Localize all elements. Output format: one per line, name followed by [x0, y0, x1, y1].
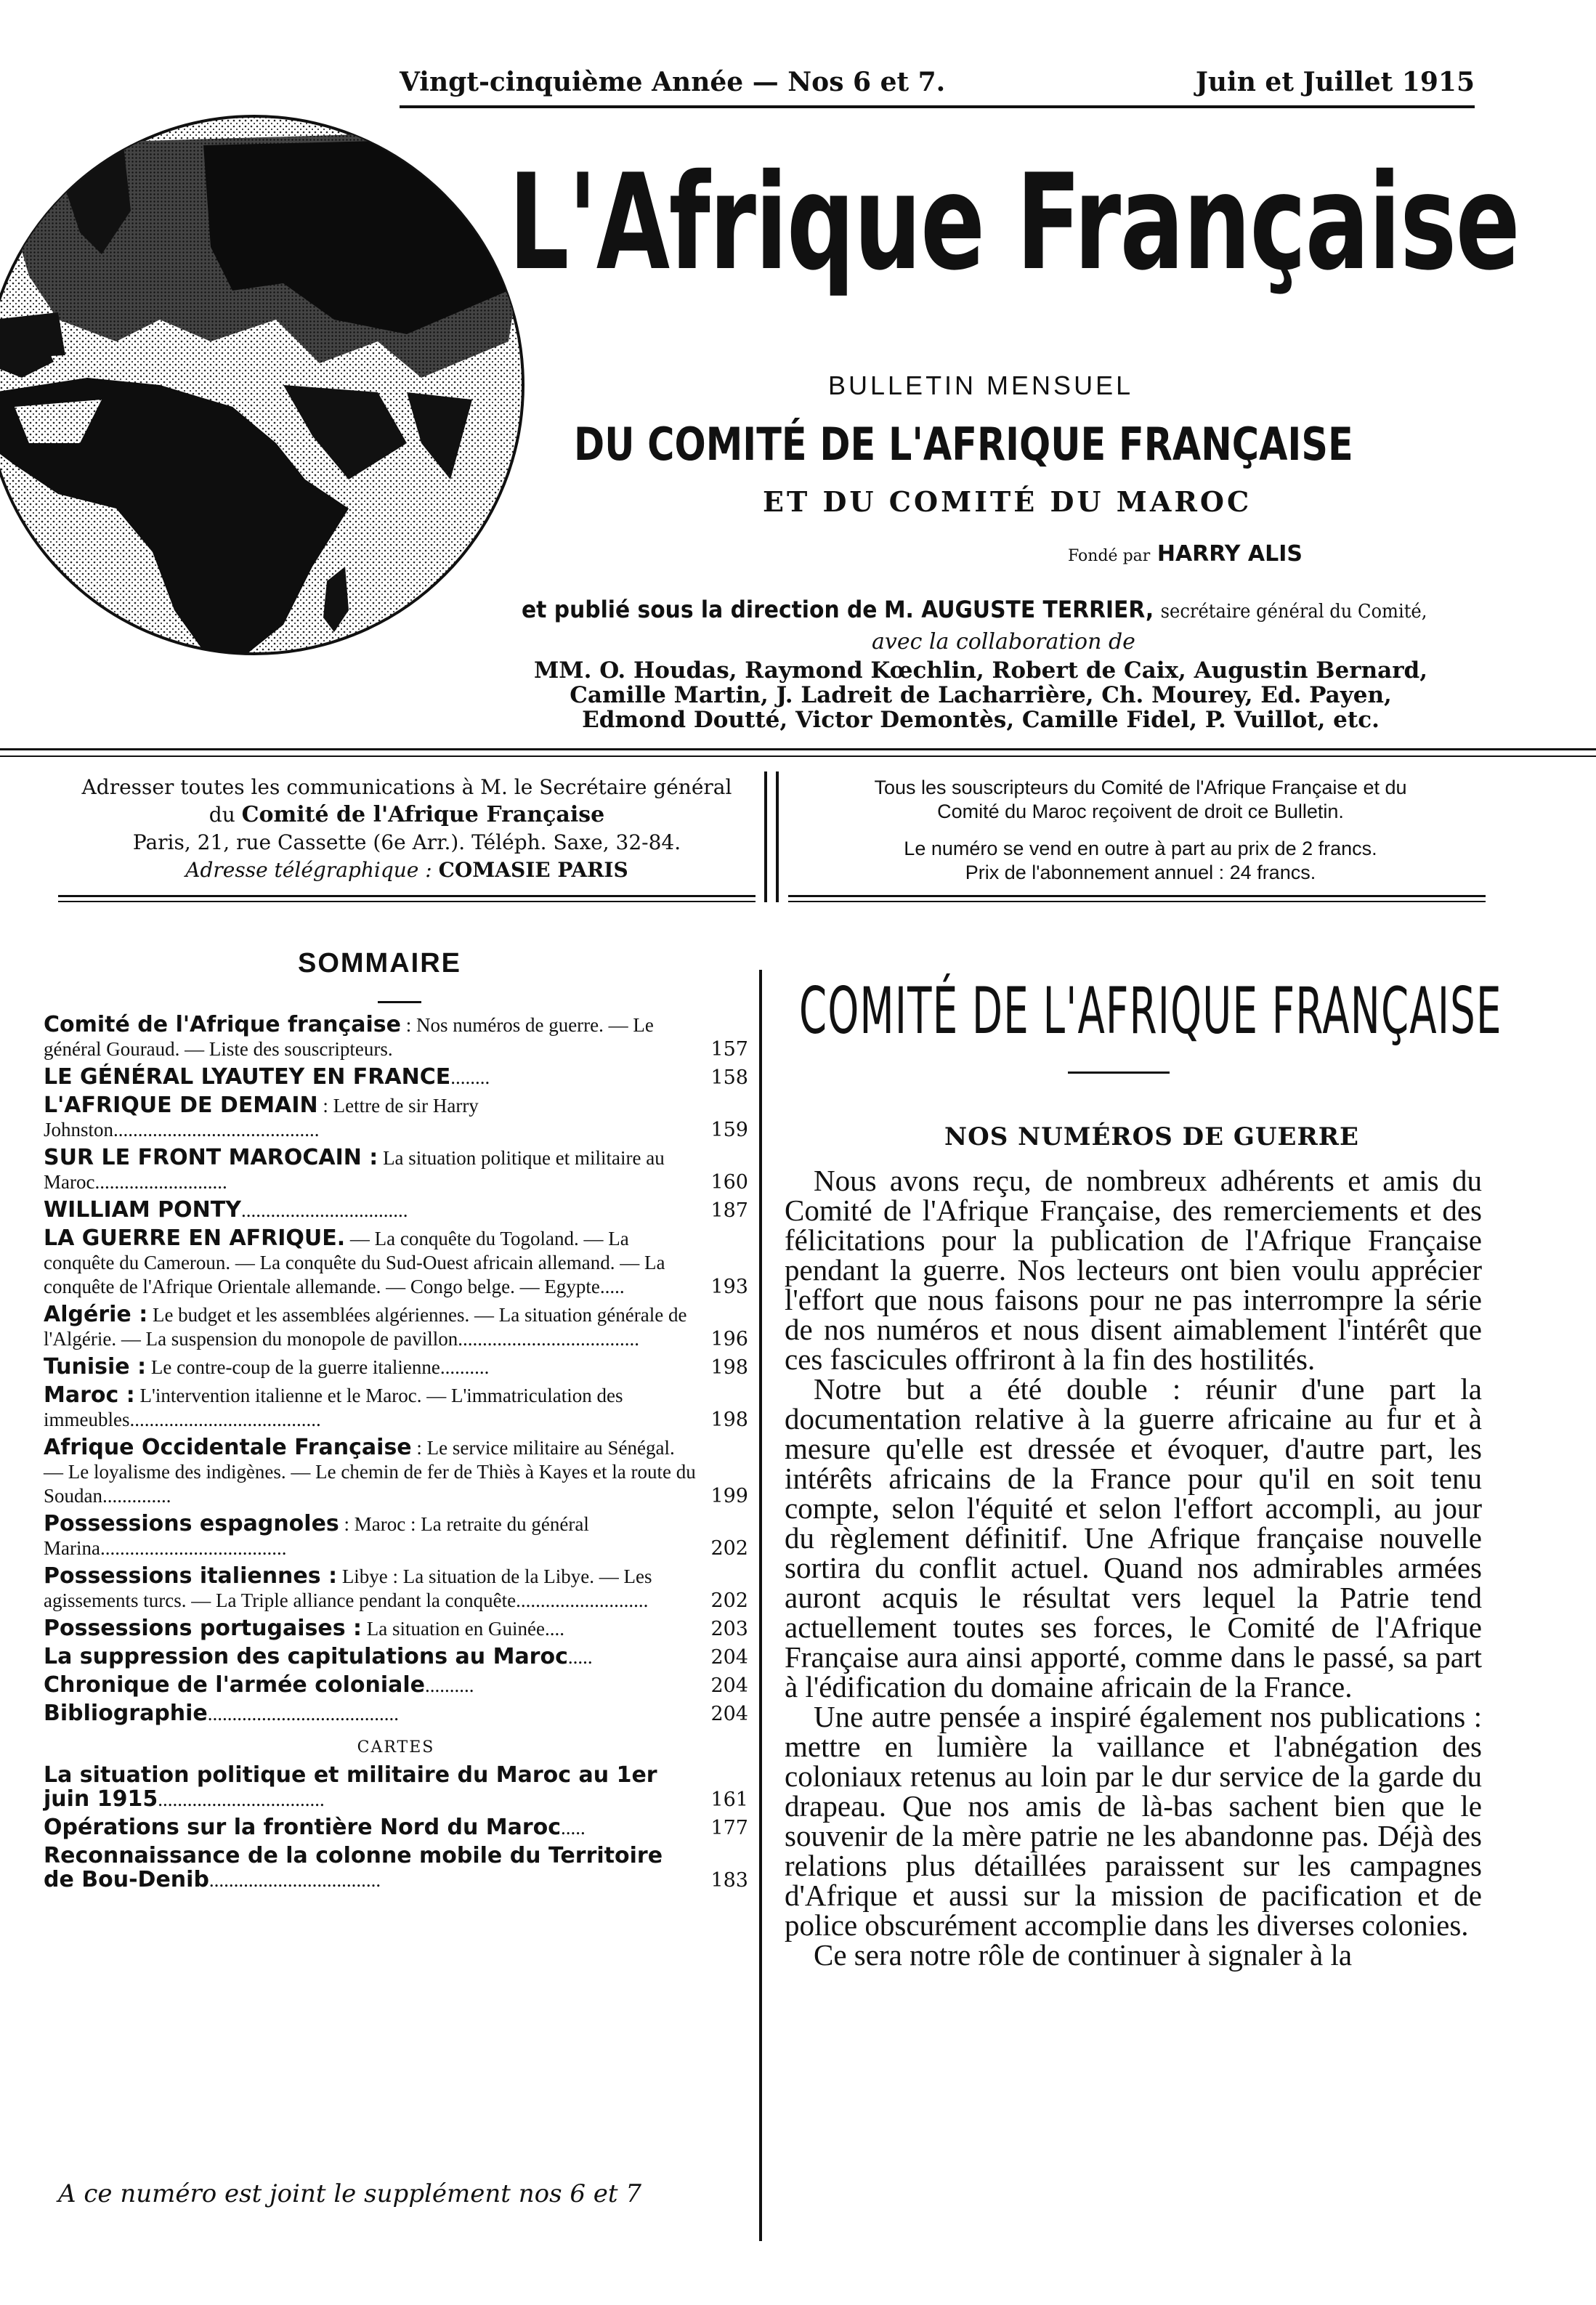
- collaborators-line: Camille Martin, J. Ladreit de Lacharrière, Ch. Mourey, Ed. Payen,: [570, 682, 1392, 708]
- subscription-line: Tous les souscripteurs du Comité de l'Afrique Française et du: [874, 777, 1407, 798]
- toc-entry-heading: SUR LE FRONT MAROCAIN :: [44, 1145, 378, 1170]
- toc-entry-page: 198: [710, 1356, 748, 1379]
- toc-entry-heading: Tunisie :: [44, 1354, 147, 1380]
- toc-entry-page: 177: [710, 1817, 748, 1839]
- article-body: [785, 1166, 1482, 1970]
- toc-entry-description: ..................................: [240, 1199, 408, 1221]
- maroc-title: ET DU COMITÉ DU MAROC: [763, 485, 1252, 518]
- issue-line: [400, 67, 1475, 110]
- director-name: M. AUGUSTE TERRIER,: [883, 596, 1154, 623]
- address-box: [58, 774, 756, 884]
- article-paragraph: Ce sera notre rôle de continuer à signaler à la: [814, 1938, 1353, 1972]
- address-du: du: [208, 803, 235, 827]
- toc-entry-description: : Le service militaire au Sénégal. — Le loyalisme des indigènes. — Le chemin de fer de Thiès à Kayes et la route du Soudan..............: [44, 1437, 696, 1507]
- divider: [58, 895, 756, 897]
- toc-entry-description: — La conquête du Togoland. — La conquête du Cameroun. — La conquête du Sud-Ouest africain allemand. — La conquête de l'Afrique Orientale allemande. — Congo belge. — Egypte.....: [44, 1228, 665, 1297]
- toc-entry-description: .......................................: [207, 1703, 400, 1725]
- toc-entry: [44, 1094, 748, 1142]
- toc-entry: [44, 1512, 748, 1560]
- issue-number: Vingt-cinquième Année — Nos 6 et 7.: [400, 67, 946, 97]
- toc-entry-description: ..................................: [158, 1788, 325, 1810]
- address-line: Paris, 21, rue Cassette (6e Arr.). Téléph. Saxe, 32-84.: [132, 830, 681, 854]
- comite-title: DU COMITÉ DE L'AFRIQUE FRANÇAISE: [574, 418, 1353, 471]
- founder-prefix: Fondé par: [1068, 547, 1151, 565]
- toc-entry-heading: Opérations sur la frontière Nord du Maroc: [44, 1815, 562, 1840]
- article-paragraph: Notre but a été double : réunir d'une part la documentation relative à la guerre africaine au fur et à mesure qu'elle est dressée et évoquer, d'autre part, les intérêts africains de la France pour qu'il en soit tenu compte, selon l'équité et selon l'effort accompli, au jour du règlement définitif. Une Afrique française nouvelle sortira du conflit actuel. Quand nos admirables armées auront acquis le résultat vers lequel la Patrie tend actuellement toutes ses forces, le Comité de l'Afrique Française aura ainsi apporté, comme dans le passé, sa part à l'édification du domaine africain de la France.: [785, 1372, 1482, 1704]
- toc-entry-description: : Maroc : La retraite du général Marina......................................: [44, 1513, 589, 1559]
- toc-entry-heading: Maroc :: [44, 1382, 135, 1408]
- toc-entry-heading: La situation politique et militaire du Maroc au 1er juin 1915: [44, 1762, 657, 1812]
- toc-entry: [44, 1674, 748, 1698]
- bulletin-label: BULLETIN MENSUEL: [828, 370, 1134, 400]
- toc-entry-page: 183: [710, 1869, 748, 1892]
- toc-entry: [44, 1645, 748, 1669]
- collaborators-list: [458, 658, 1504, 732]
- toc-entry-page: 204: [710, 1703, 748, 1725]
- toc-entry-description: ..........: [425, 1674, 474, 1696]
- telegraph-address: COMASIE PARIS: [438, 858, 628, 882]
- toc-entry-heading: Comité de l'Afrique française: [44, 1012, 401, 1037]
- toc-entry: [44, 1702, 748, 1726]
- collaboration-label: avec la collaboration de: [872, 629, 1135, 655]
- toc-entry-description: L'intervention italienne et le Maroc. — L'immatriculation des immeubles.......................................: [44, 1385, 623, 1430]
- toc-entry-page: 199: [710, 1485, 748, 1507]
- article-paragraph: Nous avons reçu, de nombreux adhérents et amis du Comité de l'Afrique Française, des remerciements et des félicitations pour la publication de l'Afrique Française pendant la guerre. Nos lecteurs ont bien voulu apprécier l'effort que nous faisons pour ne pas interrompre la série de nos numéros et nous disent aimablement l'intérêt que ces fascicules offriront à la fin des hostilités.: [785, 1164, 1482, 1376]
- toc-entry-page: 202: [710, 1537, 748, 1560]
- toc-entry: [44, 1199, 748, 1223]
- toc-entry: [44, 1816, 748, 1840]
- subscription-line: Comité du Maroc reçoivent de droit ce Bulletin.: [937, 801, 1344, 822]
- toc-entry-description: La situation en Guinée....: [362, 1618, 564, 1640]
- toc-entry-heading: Bibliographie: [44, 1701, 208, 1726]
- toc-entry: [44, 1356, 748, 1380]
- direction-line: [522, 596, 1427, 623]
- toc-entry-page: 198: [710, 1409, 748, 1431]
- toc-entry: [44, 1013, 748, 1061]
- toc-entries: [44, 1013, 748, 1726]
- masthead-title: L'Afrique Française: [509, 145, 1520, 299]
- toc-entry-description: .....: [567, 1646, 593, 1668]
- heading-dash: [1068, 1072, 1170, 1074]
- toc-entry-description: Le budget et les assemblées algériennes. — La situation générale de l'Algérie. — La suspension du monopole de pavillon.....................................: [44, 1304, 687, 1350]
- toc-entry-page: 160: [710, 1171, 748, 1194]
- toc-entry: [44, 1565, 748, 1613]
- address-comite: Comité de l'Afrique Française: [241, 802, 605, 827]
- founder-line: [1068, 541, 1303, 567]
- toc-entry: [44, 1436, 748, 1508]
- toc-entry-description: .....: [561, 1817, 586, 1839]
- toc-entry-description: Le contre-coup de la guerre italienne..........: [146, 1356, 490, 1378]
- divider: [58, 901, 756, 902]
- toc-entry-page: 161: [710, 1788, 748, 1811]
- toc-entry-heading: Reconnaissance de la colonne mobile du Territoire de Bou-Denib: [44, 1843, 663, 1892]
- toc-entry: [44, 1764, 748, 1812]
- cartes-label: CARTES: [357, 1738, 435, 1757]
- subscription-line: Prix de l'abonnement annuel : 24 francs.: [965, 862, 1316, 883]
- toc-entry-page: 193: [710, 1276, 748, 1298]
- article-paragraph: Une autre pensée a inspiré également nos publications : mettre en lumière la vaillance et l'abnégation des coloniaux retenus au loin par le dur service de la garde du drapeau. Que nos amis de là-bas sachent bien que le souvenir de la mère patrie ne les abandonne pas. Déjà des relations plus détaillées paraissent sur les campagnes d'Afrique et aussi sur la mission de pacification et de police obscurément accomplie dans les diverses colonies.: [785, 1700, 1482, 1942]
- toc-entry: [44, 1844, 748, 1892]
- article-heading: COMITÉ DE L'AFRIQUE FRANÇAISE: [799, 973, 1502, 1048]
- address-line: [58, 856, 756, 884]
- toc-entry-description: ........: [450, 1066, 490, 1088]
- toc-entry-page: 204: [710, 1646, 748, 1669]
- founder-name: HARRY ALIS: [1157, 541, 1303, 567]
- divider: [788, 901, 1486, 902]
- toc-cartes: [44, 1764, 748, 1892]
- toc-entry-page: 202: [710, 1589, 748, 1612]
- toc-entry-page: 204: [710, 1674, 748, 1697]
- toc-entry-page: 187: [710, 1199, 748, 1222]
- toc-entry-page: 158: [710, 1066, 748, 1089]
- toc-entry-description: La situation politique et militaire au Maroc...........................: [44, 1147, 665, 1193]
- subscription-line: Le numéro se vend en outre à part au prix de 2 francs.: [904, 838, 1377, 859]
- issue-date: Juin et Juillet 1915: [1195, 67, 1475, 97]
- toc-entry-heading: Possessions espagnoles: [44, 1511, 339, 1536]
- toc-entry: [44, 1227, 748, 1299]
- toc-entry-heading: La suppression des capitulations au Maroc: [44, 1644, 568, 1669]
- toc-entry: [44, 1066, 748, 1090]
- toc-entry-page: 159: [710, 1119, 748, 1141]
- toc-entry-page: 157: [710, 1038, 748, 1061]
- toc-entry-heading: Chronique de l'armée coloniale: [44, 1672, 426, 1698]
- toc-entry-description: : Lettre de sir Harry Johnston..........................................: [44, 1095, 479, 1141]
- toc-entry-page: 203: [710, 1618, 748, 1640]
- toc-entry-heading: Afrique Occidentale Française: [44, 1435, 412, 1460]
- divider: [0, 755, 1596, 757]
- telegraph-label: Adresse télégraphique :: [185, 858, 432, 882]
- toc-entry-heading: L'AFRIQUE DE DEMAIN: [44, 1093, 318, 1118]
- collaborators-line: MM. O. Houdas, Raymond Kœchlin, Robert de Caix, Augustin Bernard,: [533, 657, 1427, 684]
- info-divider: [764, 771, 779, 902]
- divider: [0, 748, 1596, 750]
- divider: [788, 895, 1486, 897]
- address-line: Adresser toutes les communications à M. le Secrétaire général: [81, 775, 732, 799]
- subscription-box: [792, 776, 1489, 885]
- director-role: secrétaire général du Comité,: [1160, 601, 1427, 623]
- toc-entry-description: ...................................: [208, 1869, 381, 1891]
- table-of-contents: [44, 1013, 748, 1897]
- toc-entry: [44, 1617, 748, 1641]
- toc-entry-heading: Possessions portugaises :: [44, 1616, 362, 1641]
- toc-entry-heading: LA GUERRE EN AFRIQUE.: [44, 1226, 346, 1251]
- article-subheading: NOS NUMÉROS DE GUERRE: [944, 1122, 1359, 1151]
- toc-entry: [44, 1303, 748, 1351]
- toc-entry-description: Libye : La situation de la Libye. — Les agissements turcs. — La Triple alliance pendant la conquête...........................: [44, 1565, 652, 1611]
- globe-illustration: [0, 102, 538, 668]
- toc-entry: [44, 1146, 748, 1194]
- address-line: [58, 801, 756, 829]
- top-rule: [400, 105, 1475, 108]
- sommaire-title: SOMMAIRE: [298, 948, 461, 979]
- toc-entry-page: 196: [710, 1328, 748, 1350]
- toc-entry-heading: Algérie :: [44, 1302, 148, 1327]
- supplement-note: A ce numéro est joint le supplément nos 6 et 7: [58, 2179, 642, 2208]
- toc-entry-description: : Nos numéros de guerre. — Le général Gouraud. — Liste des souscripteurs.: [44, 1014, 654, 1060]
- title-dash: [378, 1001, 421, 1003]
- toc-entry-heading: Possessions italiennes :: [44, 1563, 338, 1589]
- toc-entry-heading: WILLIAM PONTY: [44, 1197, 241, 1223]
- column-divider: [759, 970, 762, 2241]
- collaborators-line: Edmond Doutté, Victor Demontès, Camille Fidel, P. Vuillot, etc.: [582, 707, 1380, 733]
- toc-entry: [44, 1384, 748, 1432]
- direction-prefix: et publié sous la direction de: [522, 596, 878, 623]
- toc-entry-heading: LE GÉNÉRAL LYAUTEY EN FRANCE: [44, 1064, 451, 1090]
